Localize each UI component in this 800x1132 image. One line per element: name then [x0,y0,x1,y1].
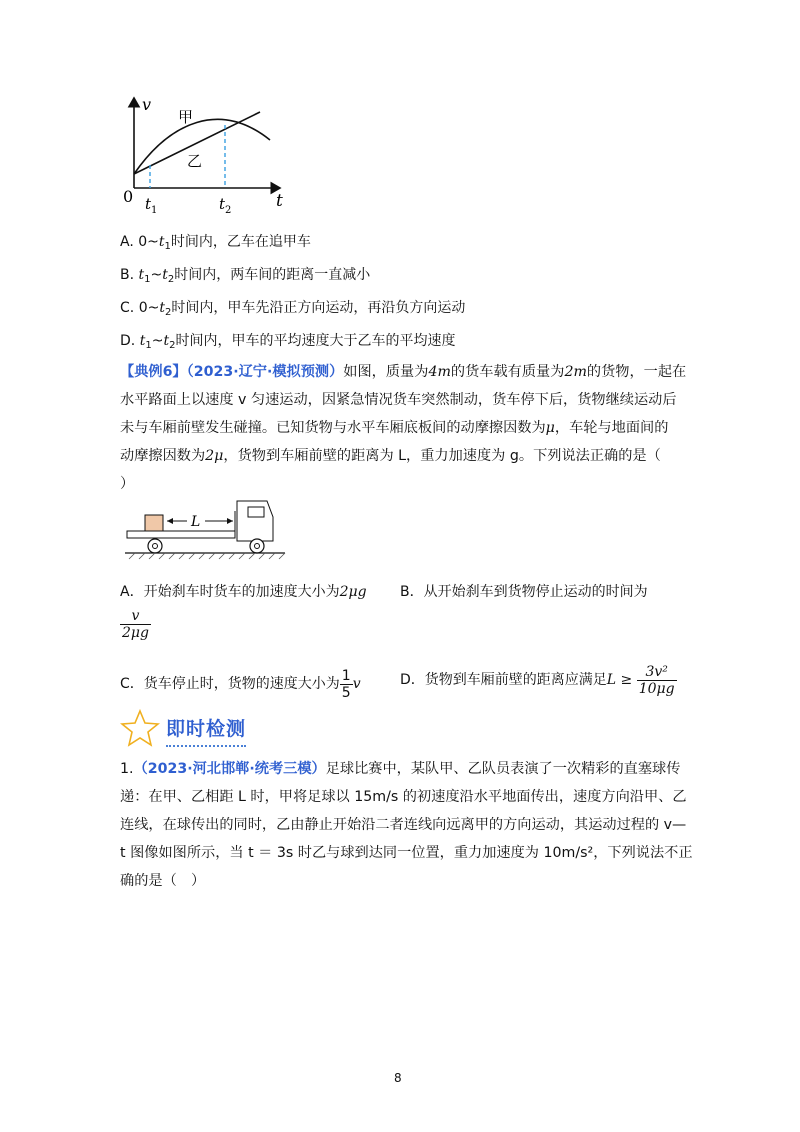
q1-stem: 1.（2023·河北邯郸·统考三模）足球比赛中，某队甲、乙队员表演了一次精彩的直塞球传 递：在甲、乙相距 L 时，甲将足球以 15m/s 的初速度沿水平地面传出，速度方向沿甲、乙 连线，在球传出的同时，乙由静止开始沿二者连线向远离甲的方向运动，其运动过程的 v— t 图像如图所示，当 t ＝ 3s 时乙与球到达同一位置，重力加速度为 10m/s²，下列说法不正 确的是（ ） [120,761,693,889]
example6-tag: 【典例6】 [120,364,187,380]
t1-label: t [145,195,152,213]
truck-bed [127,531,235,538]
q1-source: （2023·河北邯郸·统考三模） [133,761,326,777]
q5-option-c[interactable]: C. $0\sim t_2$时间内，甲车先沿正方向运动，再沿负方向运动 [120,300,466,318]
svg-text:t2 [219,195,231,216]
example6-option-c[interactable]: C．货车停止时，货物的速度大小为 $\frac{1}{5}$ v [120,667,361,701]
origin-label: 0 [123,187,134,206]
example6-stem: 【典例6】（2023·辽宁·模拟预测）如图，质量为4m的货车载有质量为2m的货物，一起在 水平路面上以速度 v 匀速运动，因紧急情况货车突然制动，货车停下后，货物继续运动后 未与车厢前壁发生碰撞。已知货物与水平车厢底板间的动摩擦因数为μ，车轮与地面间的 动摩擦因数为2μ，货物到车厢前壁的距离为 L，重力加速度为 g。下列说法正确的是（ ） [120,364,687,492]
example6-option-b-fraction: $\frac{v}{2\mu g}$ [122,608,149,641]
t1-sub: 1 [151,205,158,216]
q1-number: 1. [120,761,134,777]
q5-option-a[interactable]: A. $0\sim t_1$时间内，乙车在追甲车 [120,234,311,252]
section-title: 即时检测 [166,714,246,747]
example6-option-b[interactable]: B．从开始刹车到货物停止运动的时间为 [400,584,648,600]
cargo-box [145,515,163,531]
svg-text:t1 [145,195,157,216]
truck-l-label: L [191,514,201,530]
t2-label: t [219,195,226,213]
page-number: 8 [394,1071,402,1085]
star-icon [120,708,160,748]
q5-option-b[interactable]: B. $t_1\sim t_2$时间内，两车间的距离一直减小 [120,267,371,285]
t-axis-label: t [276,191,283,211]
truck-figure [125,495,290,565]
vt-graph [120,92,290,217]
example6-option-a[interactable]: A．开始刹车时货车的加速度大小为2μg [120,584,367,600]
t2-sub: 2 [225,205,232,216]
yi-label: 乙 [187,152,203,170]
example6-option-d[interactable]: D．货物到车厢前壁的距离应满足L ≥ $\frac{\text{3v²}}{10\mu g}$ [400,663,675,697]
jia-label: 甲 [178,108,194,126]
q5-option-d[interactable]: D. $t_1\sim t_2$时间内，甲车的平均速度大于乙车的平均速度 [120,333,456,351]
example6-source: （2023·辽宁·模拟预测） [186,364,344,380]
v-axis-label: v [142,95,152,114]
